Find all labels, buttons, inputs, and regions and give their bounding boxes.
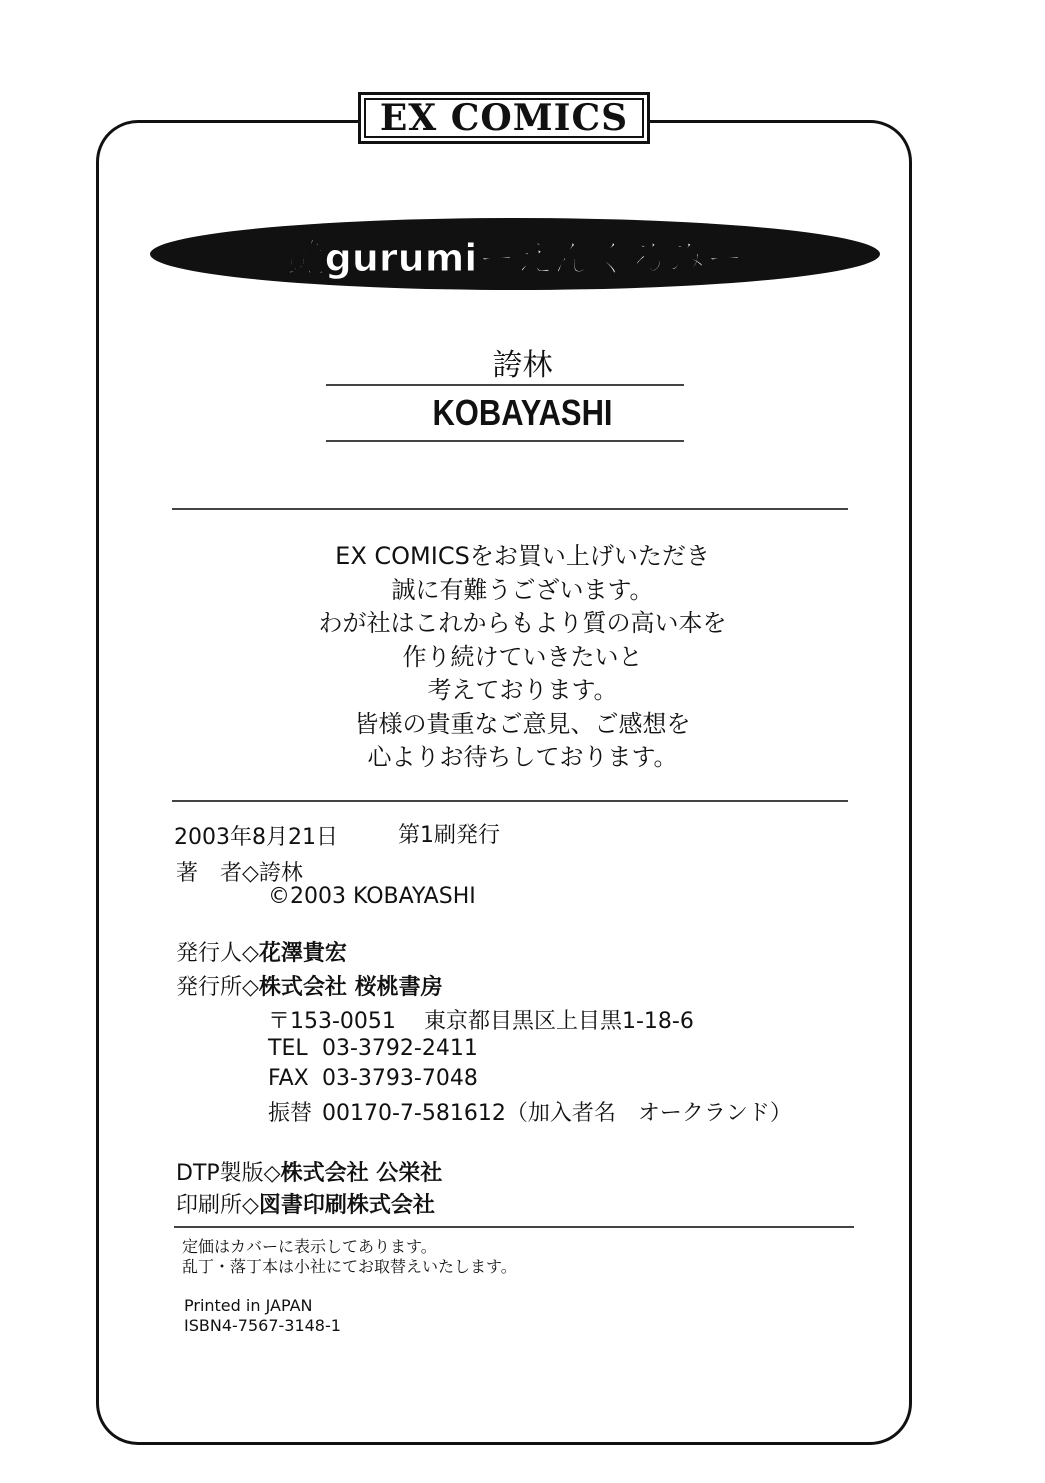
replacement-note: 乱丁・落丁本は小社にてお取替えいたします。 [182,1257,517,1276]
dtp-label: DTP製版◇ [176,1161,281,1186]
tel-label: TEL [268,1036,308,1061]
author-credit [176,856,303,887]
author-credit-name: 誇林 [258,861,303,886]
author-name-en: KOBAYASHI [432,392,613,433]
divider [326,440,684,442]
printer-label: 印刷所◇ [176,1193,259,1218]
address: 東京都目黒区上目黒1-18-6 [424,1009,694,1034]
message-line: 誠に有難うございます。 [391,575,654,604]
message-line: 心よりお待ちしております。 [367,743,678,771]
transfer-account: 00170-7-581612（加入者名 オークランド） [322,1101,792,1126]
dtp-credit [176,1156,442,1187]
publisher-person-label: 発行人◇ [176,941,259,966]
fax-label: FAX [268,1066,309,1091]
transfer-label: 振替 [268,1101,313,1126]
divider [326,384,684,386]
publisher-credit [176,970,443,1001]
fax-number: 03-3793-7048 [322,1066,478,1091]
publisher: 株式会社 桜桃書房 [258,975,443,1000]
author-label: 著 者◇ [176,861,259,886]
divider [172,800,848,802]
tel-number: 03-3792-2411 [322,1036,478,1061]
publisher-person: 花澤貴宏 [258,941,347,966]
divider [174,1226,854,1228]
divider [172,508,848,510]
message-line: わが社はこれからもより質の高い本を [318,609,727,637]
book-title: 艶gurumiーえんぐるみー [286,235,744,280]
message-line: 考えております。 [427,676,618,704]
postal-code: 〒153-0051 [268,1009,396,1034]
message-line: 皆様の貴重なご意見、ご感想を [354,709,691,738]
message-line: EX COMICSをお買い上げいただき [335,542,710,570]
printer-credit [176,1188,435,1219]
brand-logo: EX COMICS [358,92,650,144]
edition: 第1刷発行 [398,823,500,848]
book-title-banner [150,218,880,290]
message-line: 作り続けていきたいと [402,642,643,671]
author-name-jp: 誇林 [492,348,553,383]
publisher-person-credit [176,936,347,967]
printer-company: 図書印刷株式会社 [258,1193,435,1218]
copyright: ©2003 KOBAYASHI [268,884,476,909]
publication-date: 2003年8月21日 [174,825,338,850]
thank-you-message [0,540,1045,775]
printed-in: Printed in JAPAN [184,1296,313,1315]
isbn: ISBN4-7567-3148-1 [184,1316,341,1335]
price-note: 定価はカバーに表示してあります。 [182,1237,437,1256]
publisher-label: 発行所◇ [176,975,259,1000]
dtp-company: 株式会社 公栄社 [280,1161,443,1186]
